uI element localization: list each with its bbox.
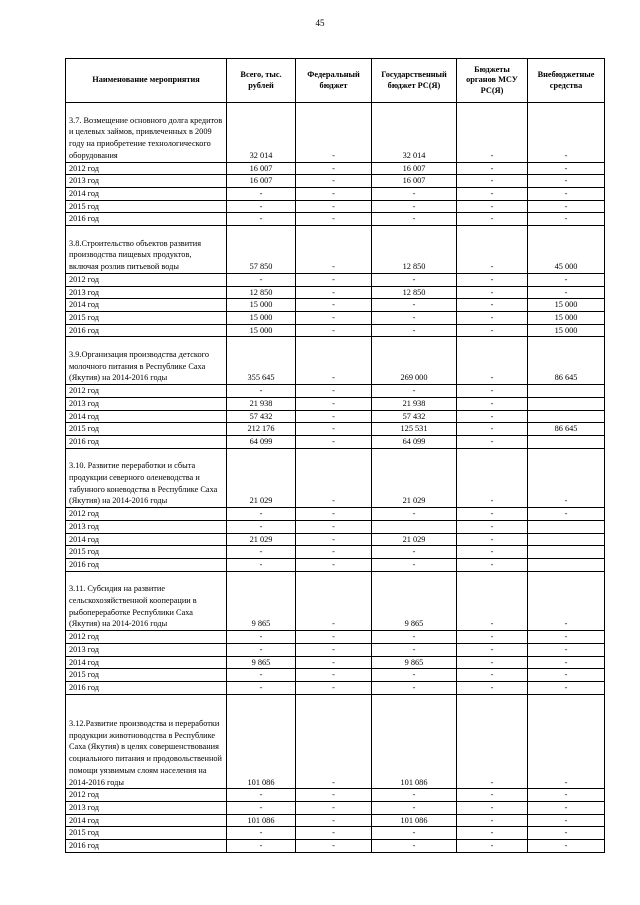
row-year: 2012 год (66, 162, 227, 175)
cell-extra: - (528, 286, 605, 299)
table-row (66, 643, 605, 656)
cell-total: - (227, 213, 296, 226)
cell-federal: - (296, 840, 372, 853)
row-year: 2014 год (66, 656, 227, 669)
cell-total: 212 176 (227, 423, 296, 436)
table-row (66, 508, 605, 521)
summary-federal: - (296, 337, 372, 385)
summary-msu: - (457, 694, 528, 789)
cell-total: 15 000 (227, 311, 296, 324)
cell-msu: - (457, 558, 528, 571)
cell-msu: - (457, 435, 528, 448)
cell-msu: - (457, 827, 528, 840)
row-year: 2013 год (66, 520, 227, 533)
cell-total: 64 099 (227, 435, 296, 448)
table-row (66, 423, 605, 436)
cell-federal: - (296, 801, 372, 814)
cell-extra: - (528, 631, 605, 644)
cell-total: - (227, 508, 296, 521)
cell-msu: - (457, 162, 528, 175)
cell-federal: - (296, 669, 372, 682)
cell-total: - (227, 669, 296, 682)
row-year: 2016 год (66, 840, 227, 853)
cell-state: - (372, 385, 457, 398)
cell-total: - (227, 546, 296, 559)
summary-state: 32 014 (372, 103, 457, 163)
row-year: 2016 год (66, 213, 227, 226)
cell-federal: - (296, 324, 372, 337)
block-summary-row (66, 694, 605, 789)
cell-msu: - (457, 311, 528, 324)
cell-extra: - (528, 814, 605, 827)
table-row (66, 558, 605, 571)
row-year: 2014 год (66, 187, 227, 200)
cell-msu: - (457, 631, 528, 644)
block-title: 3.9.Организация производства детского молочного питания в Республике Саха (Якутия) на 2014-2016 годы (66, 337, 227, 385)
cell-msu: - (457, 508, 528, 521)
cell-total: - (227, 789, 296, 802)
cell-extra: - (528, 162, 605, 175)
table-row (66, 656, 605, 669)
cell-state: - (372, 789, 457, 802)
cell-state: 12 850 (372, 286, 457, 299)
cell-federal: - (296, 533, 372, 546)
table-row (66, 200, 605, 213)
cell-state: 16 007 (372, 162, 457, 175)
cell-msu: - (457, 669, 528, 682)
cell-msu: - (457, 286, 528, 299)
cell-extra: - (528, 669, 605, 682)
summary-msu: - (457, 226, 528, 274)
table-row (66, 520, 605, 533)
cell-total: 101 086 (227, 814, 296, 827)
summary-federal: - (296, 226, 372, 274)
table-row (66, 814, 605, 827)
cell-extra: - (528, 187, 605, 200)
cell-extra: - (528, 801, 605, 814)
cell-state: 16 007 (372, 175, 457, 188)
row-year: 2013 год (66, 643, 227, 656)
table-row (66, 311, 605, 324)
cell-federal: - (296, 546, 372, 559)
cell-extra (528, 533, 605, 546)
table-row (66, 299, 605, 312)
summary-msu: - (457, 103, 528, 163)
cell-total: - (227, 558, 296, 571)
table-row (66, 187, 605, 200)
row-year: 2013 год (66, 801, 227, 814)
cell-extra (528, 520, 605, 533)
cell-state: - (372, 273, 457, 286)
cell-federal: - (296, 508, 372, 521)
summary-extra: - (528, 571, 605, 631)
cell-total: - (227, 801, 296, 814)
cell-extra: - (528, 200, 605, 213)
cell-extra: - (528, 681, 605, 694)
page-number: 45 (315, 18, 325, 28)
header-extra: Внебюджетные средства (528, 59, 605, 103)
cell-msu: - (457, 546, 528, 559)
header-name: Наименование мероприятия (66, 59, 227, 103)
cell-total: 9 865 (227, 656, 296, 669)
cell-state: 9 865 (372, 656, 457, 669)
table-row (66, 546, 605, 559)
row-year: 2016 год (66, 435, 227, 448)
cell-state: - (372, 299, 457, 312)
cell-federal: - (296, 631, 372, 644)
cell-extra: 15 000 (528, 299, 605, 312)
cell-extra: 15 000 (528, 311, 605, 324)
summary-total: 32 014 (227, 103, 296, 163)
cell-federal: - (296, 520, 372, 533)
row-year: 2013 год (66, 397, 227, 410)
cell-state: - (372, 324, 457, 337)
block-title: 3.10. Развитие переработки и сбыта продукции северного оленеводства и табунного коневодства в Республике Саха (Якутия) на 2014-2016 годы (66, 448, 227, 508)
cell-extra: 86 645 (528, 423, 605, 436)
row-year: 2014 год (66, 299, 227, 312)
cell-total: - (227, 385, 296, 398)
cell-msu: - (457, 299, 528, 312)
cell-state: 64 099 (372, 435, 457, 448)
cell-federal: - (296, 789, 372, 802)
cell-state: - (372, 631, 457, 644)
cell-msu: - (457, 681, 528, 694)
budget-table (65, 58, 605, 853)
summary-total: 101 086 (227, 694, 296, 789)
cell-state: - (372, 643, 457, 656)
row-year: 2016 год (66, 324, 227, 337)
block-summary-row (66, 103, 605, 163)
cell-extra (528, 385, 605, 398)
row-year: 2014 год (66, 814, 227, 827)
table-header-row (66, 59, 605, 103)
cell-federal: - (296, 558, 372, 571)
header-msu: Бюджеты органов МСУ РС(Я) (457, 59, 528, 103)
cell-msu: - (457, 533, 528, 546)
summary-total: 21 029 (227, 448, 296, 508)
cell-extra (528, 435, 605, 448)
table-row (66, 789, 605, 802)
cell-state: - (372, 187, 457, 200)
table-row (66, 213, 605, 226)
cell-federal: - (296, 681, 372, 694)
cell-total: - (227, 681, 296, 694)
row-year: 2015 год (66, 423, 227, 436)
table-row (66, 669, 605, 682)
row-year: 2013 год (66, 175, 227, 188)
block-title: 3.7. Возмещение основного долга кредитов и целевых займов, привлеченных в 2009 году на приобретение технологического оборудования (66, 103, 227, 163)
cell-msu: - (457, 410, 528, 423)
header-total: Всего, тыс. рублей (227, 59, 296, 103)
cell-total: 21 938 (227, 397, 296, 410)
cell-state: - (372, 801, 457, 814)
row-year: 2016 год (66, 558, 227, 571)
table-row (66, 175, 605, 188)
cell-msu: - (457, 840, 528, 853)
cell-state: - (372, 508, 457, 521)
table-row (66, 631, 605, 644)
cell-extra (528, 546, 605, 559)
cell-msu: - (457, 789, 528, 802)
row-year: 2012 год (66, 273, 227, 286)
block-title: 3.11. Субсидия на развитие сельскохозяйственной кооперации в рыбопереработке Республики Саха (Якутия) на 2014-2016 годы (66, 571, 227, 631)
cell-state: 21 938 (372, 397, 457, 410)
table-row (66, 273, 605, 286)
cell-total: 15 000 (227, 324, 296, 337)
cell-total: 12 850 (227, 286, 296, 299)
cell-extra: - (528, 840, 605, 853)
header-federal: Федеральный бюджет (296, 59, 372, 103)
cell-msu: - (457, 423, 528, 436)
cell-state: - (372, 311, 457, 324)
summary-msu: - (457, 337, 528, 385)
cell-federal: - (296, 311, 372, 324)
cell-msu: - (457, 397, 528, 410)
cell-federal: - (296, 827, 372, 840)
cell-extra: - (528, 273, 605, 286)
block-summary-row (66, 571, 605, 631)
summary-state: 101 086 (372, 694, 457, 789)
table-row (66, 681, 605, 694)
table-row (66, 324, 605, 337)
cell-federal: - (296, 187, 372, 200)
cell-msu: - (457, 656, 528, 669)
cell-federal: - (296, 200, 372, 213)
cell-msu: - (457, 200, 528, 213)
summary-total: 57 850 (227, 226, 296, 274)
row-year: 2014 год (66, 533, 227, 546)
cell-federal: - (296, 213, 372, 226)
table-row (66, 410, 605, 423)
cell-extra: - (528, 656, 605, 669)
row-year: 2015 год (66, 546, 227, 559)
cell-state: - (372, 669, 457, 682)
cell-federal: - (296, 299, 372, 312)
summary-extra: - (528, 103, 605, 163)
block-title: 3.8.Строительство объектов развития производства пищевых продуктов, включая розлив питьевой воды (66, 226, 227, 274)
cell-federal: - (296, 286, 372, 299)
cell-total: - (227, 520, 296, 533)
block-summary-row (66, 337, 605, 385)
cell-state: - (372, 546, 457, 559)
cell-federal: - (296, 656, 372, 669)
block-title: 3.12.Развитие производства и переработки продукции животноводства в Республике Саха (Якутия) в целях совершенствования социального питания и продовольственной помощи уязвимым слоям населения на 2014-2016 годы (66, 694, 227, 789)
cell-msu: - (457, 643, 528, 656)
cell-total: - (227, 827, 296, 840)
cell-extra (528, 558, 605, 571)
summary-msu: - (457, 571, 528, 631)
cell-state: 57 432 (372, 410, 457, 423)
cell-total: 16 007 (227, 162, 296, 175)
cell-extra: 15 000 (528, 324, 605, 337)
summary-total: 355 645 (227, 337, 296, 385)
table-row (66, 801, 605, 814)
cell-state: - (372, 827, 457, 840)
table-row (66, 533, 605, 546)
cell-total: - (227, 643, 296, 656)
cell-msu: - (457, 385, 528, 398)
cell-state: 125 531 (372, 423, 457, 436)
cell-federal: - (296, 397, 372, 410)
summary-federal: - (296, 571, 372, 631)
cell-total: 21 029 (227, 533, 296, 546)
cell-state: 101 086 (372, 814, 457, 827)
header-state: Государственный бюджет РС(Я) (372, 59, 457, 103)
cell-total: 15 000 (227, 299, 296, 312)
cell-msu: - (457, 213, 528, 226)
summary-state: 21 029 (372, 448, 457, 508)
summary-extra: - (528, 694, 605, 789)
cell-federal: - (296, 162, 372, 175)
table-row (66, 840, 605, 853)
cell-msu: - (457, 273, 528, 286)
cell-state: - (372, 558, 457, 571)
cell-extra: - (528, 213, 605, 226)
summary-extra: - (528, 448, 605, 508)
cell-state: - (372, 213, 457, 226)
row-year: 2016 год (66, 681, 227, 694)
cell-federal: - (296, 273, 372, 286)
cell-total: - (227, 200, 296, 213)
summary-state: 9 865 (372, 571, 457, 631)
cell-msu: - (457, 187, 528, 200)
cell-extra: - (528, 827, 605, 840)
cell-state: - (372, 681, 457, 694)
cell-total: - (227, 840, 296, 853)
cell-msu: - (457, 520, 528, 533)
cell-federal: - (296, 410, 372, 423)
row-year: 2015 год (66, 200, 227, 213)
table-row (66, 435, 605, 448)
cell-extra (528, 410, 605, 423)
row-year: 2012 год (66, 508, 227, 521)
cell-msu: - (457, 801, 528, 814)
cell-msu: - (457, 324, 528, 337)
row-year: 2015 год (66, 827, 227, 840)
cell-total: 16 007 (227, 175, 296, 188)
cell-federal: - (296, 423, 372, 436)
summary-extra: 45 000 (528, 226, 605, 274)
row-year: 2012 год (66, 789, 227, 802)
row-year: 2014 год (66, 410, 227, 423)
table-row (66, 286, 605, 299)
table-row (66, 397, 605, 410)
cell-extra: - (528, 508, 605, 521)
summary-extra: 86 645 (528, 337, 605, 385)
summary-federal: - (296, 103, 372, 163)
cell-state: 21 029 (372, 533, 457, 546)
row-year: 2012 год (66, 631, 227, 644)
table-body (66, 103, 605, 853)
cell-extra: - (528, 175, 605, 188)
table-row (66, 162, 605, 175)
cell-total: - (227, 187, 296, 200)
cell-federal: - (296, 175, 372, 188)
block-summary-row (66, 448, 605, 508)
summary-state: 269 000 (372, 337, 457, 385)
cell-msu: - (457, 175, 528, 188)
cell-total: - (227, 631, 296, 644)
cell-extra: - (528, 789, 605, 802)
row-year: 2012 год (66, 385, 227, 398)
summary-federal: - (296, 694, 372, 789)
cell-state: - (372, 200, 457, 213)
row-year: 2015 год (66, 311, 227, 324)
row-year: 2013 год (66, 286, 227, 299)
summary-federal: - (296, 448, 372, 508)
cell-federal: - (296, 435, 372, 448)
cell-federal: - (296, 643, 372, 656)
cell-msu: - (457, 814, 528, 827)
cell-extra (528, 397, 605, 410)
summary-total: 9 865 (227, 571, 296, 631)
cell-total: - (227, 273, 296, 286)
cell-federal: - (296, 385, 372, 398)
cell-state (372, 520, 457, 533)
block-summary-row (66, 226, 605, 274)
summary-state: 12 850 (372, 226, 457, 274)
cell-total: 57 432 (227, 410, 296, 423)
row-year: 2015 год (66, 669, 227, 682)
table-row (66, 827, 605, 840)
summary-msu: - (457, 448, 528, 508)
table-row (66, 385, 605, 398)
cell-extra: - (528, 643, 605, 656)
cell-state: - (372, 840, 457, 853)
cell-federal: - (296, 814, 372, 827)
